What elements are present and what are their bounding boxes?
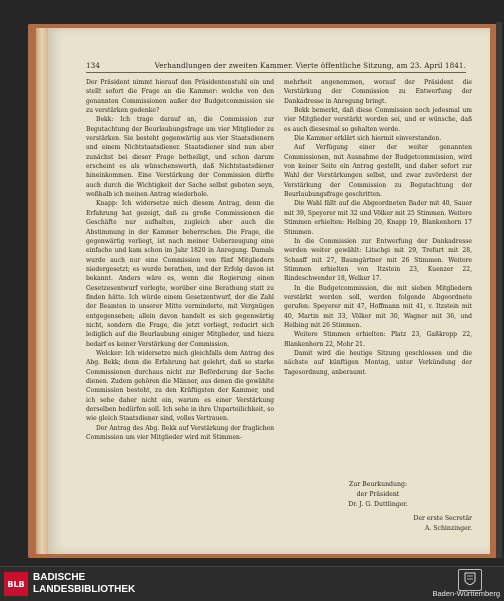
- secretary-role: Der erste Secretär: [413, 515, 472, 522]
- blb-logo-icon[interactable]: BLB: [4, 572, 28, 596]
- paragraph: Bekk: Ich trage darauf an, die Commission zur Begutachtung der Beurlaubungsfrage um vier Mitglieder zu verstärken. Sie besteht gegenwärtig aus vier Staatsdienern und einem Nichtstaatsdiener. Staatsdiener sind nun aber zunächst bei dieser Frage betheiligt, und schon darum erscheint es als wünschenswerth, daß Nichtstaatsdiener hineinkommen. Eine Verstärkung der Commission dürfte auch durch die Wichtigkeit der Sache selbst geboten seyn, weßhalb ich meinen Antrag wiederhole.: [86, 116, 274, 199]
- paragraph: Damit wird die heutige Sitzung geschlossen und die nächste auf künftigen Montag, unter Verkündung der Tagesordnung, anberaumt.: [284, 349, 472, 376]
- running-head: [86, 61, 466, 70]
- library-name[interactable]: [33, 572, 135, 596]
- right-column: [284, 78, 472, 377]
- footer-bar: [0, 566, 504, 601]
- scanned-page: [48, 28, 490, 554]
- paragraph: mehrheit angenommen, worauf der Präsident die Verstärkung der Commission zu Entwerfung der Dankadresse in Anregung bringt.: [284, 79, 472, 105]
- scrollbar[interactable]: [496, 22, 502, 558]
- paragraph: Auf Verfügung einer der weiter genannten Commissionen, mit Ausnahme der Budgetcommission, wird von keiner Seite ein Antrag gestellt, und daher sofort zur Wahl der Verstärkungen selbst, und zwar zuvörderst der Verstärkung der Commission zu Begutachtung der Beurlaubungsfrage geschritten.: [284, 144, 472, 199]
- attest-line: Zur Beurkundung:: [348, 481, 408, 488]
- paragraph: Knapp: Ich widersetze mich diesem Antrag, denn die Erfahrung hat gezeigt, daß zu große Commissionen die Geschäfte nur aufhalten, zugleich aber auch die Abstimmung in der Kammer beherrschen. Die Frage, die gegenwärtig vorliegt, ist nach meiner Ueberzeugung eine einfache und kam schon im Jahr 1820 in Anregung. Damals wurde auch nur eine Commission von fünf Mitgliedern niedergesetzt; es wurde berathen, und der Erfolg davon ist bekannt. Anders wäre es, wenn die Regierung einen Gesetzesentwurf vorlegte, worüber eine Berathung statt zu finden hätte. Ich würde einem Gesetzentwurf, der die Zahl der Beamten in unserer Mitte verminderte, mit Vergnügen entgegensehen; allein davon handelt es sich gegenwärtig nicht, sondern die Frage, die jetzt vorliegt, reducirt sich lediglich auf die Beurlaubung einiger Mitglieder, und hiezu bedarf es keiner Verstärkung der Commission.: [86, 200, 274, 348]
- signature-block: [284, 480, 472, 534]
- paragraph: In die Budgetcommission, die mit sieben Mitgliedern verstärkt werden soll, werden folgende Abgeordnete gerufen: Speyerer mit 47, Hoffmann mit 41, v. Itzstein mit 40, Martin mit 33, Völker mit 30, Wagner mit 36, und Helbing mit 26 Stimmen.: [284, 284, 472, 329]
- secretary-name: A. Schinzinger.: [424, 525, 472, 532]
- paragraph: Die Wahl fällt auf die Abgeordneten Bader mit 40, Sauer mit 39, Speyerer mit 32 und Völker mit 25 Stimmen. Weitere Stimmen erhielten: Helbing 20, Knapp 19, Blankenhorn 17 Stimmen.: [284, 200, 472, 236]
- paragraph: Bekk bemerkt, daß diese Commission noch jedesmal um vier Mitglieder verstärkt worden sei, und er wünsche, daß es auch diesesmal so gehalten werde.: [284, 107, 472, 133]
- state-name[interactable]: Baden-Württemberg: [432, 589, 500, 598]
- paragraph: In die Commission zur Entwerfung der Dankadresse werden weiter gewählt: Litschgi mit 29, Trefurt mit 28, Schaaff mit 27, Baumgärtner mit 26 Stimmen. Weitere Stimmen erhielten von Itzstein 23, Kuenzer 22, Rindeschwender 18, Welker 17.: [284, 237, 472, 283]
- page-number: 134: [86, 61, 101, 70]
- library-name-line2: LANDESBIBLIOTHEK: [33, 584, 136, 595]
- library-name-line1: BADISCHE: [33, 572, 86, 583]
- header-rule: [86, 72, 466, 73]
- paragraph: Der Antrag des Abg. Bekk auf Verstärkung der fraglichen Commission um vier Mitglieder wird mit Stimmen-: [86, 424, 274, 442]
- paragraph: Die Kammer erklärt sich hiermit einverstanden.: [294, 135, 442, 143]
- paragraph: Weitere Stimmen erhielten: Platz 23, Gaßkropp 22, Blankenhorn 22, Mohr 21.: [284, 331, 472, 348]
- coat-of-arms-icon: [458, 569, 482, 591]
- paragraph: Der Präsident nimmt hierauf den Präsidentenstuhl ein und stellt sofort die Frage an die Kammer: welche von den genannten Commissionen außer der Budgetcommission sie zu verstärken gedenke?: [86, 79, 274, 115]
- running-head-title: Verhandlungen der zweiten Kammer. Vierte öffentliche Sitzung, am 23. April 1841.: [154, 61, 466, 70]
- president-role: der Präsident: [356, 491, 400, 498]
- paragraph: Welcker: Ich widersetze mich gleichfalls dem Antrag des Abg. Bekk; denn die Erfahrung hat gelehrt, daß so starke Commissionen durchaus nicht zur Beförderung der Sache dienen. Zudem gehören die Männer, aus denen die gewählte Commission besteht, zu den Kräftigsten der Kammer, und ich sehe daher nicht ein, warum es einer Verstärkung derselben bedürfen soll. Ich sehe in ihre Unparteilichkeit, so wie gleich Staatsdiener sind, volles Vertrauen.: [86, 349, 274, 423]
- president-name: Dr. J. G. Duttlinger.: [348, 501, 408, 508]
- left-column: [86, 78, 274, 442]
